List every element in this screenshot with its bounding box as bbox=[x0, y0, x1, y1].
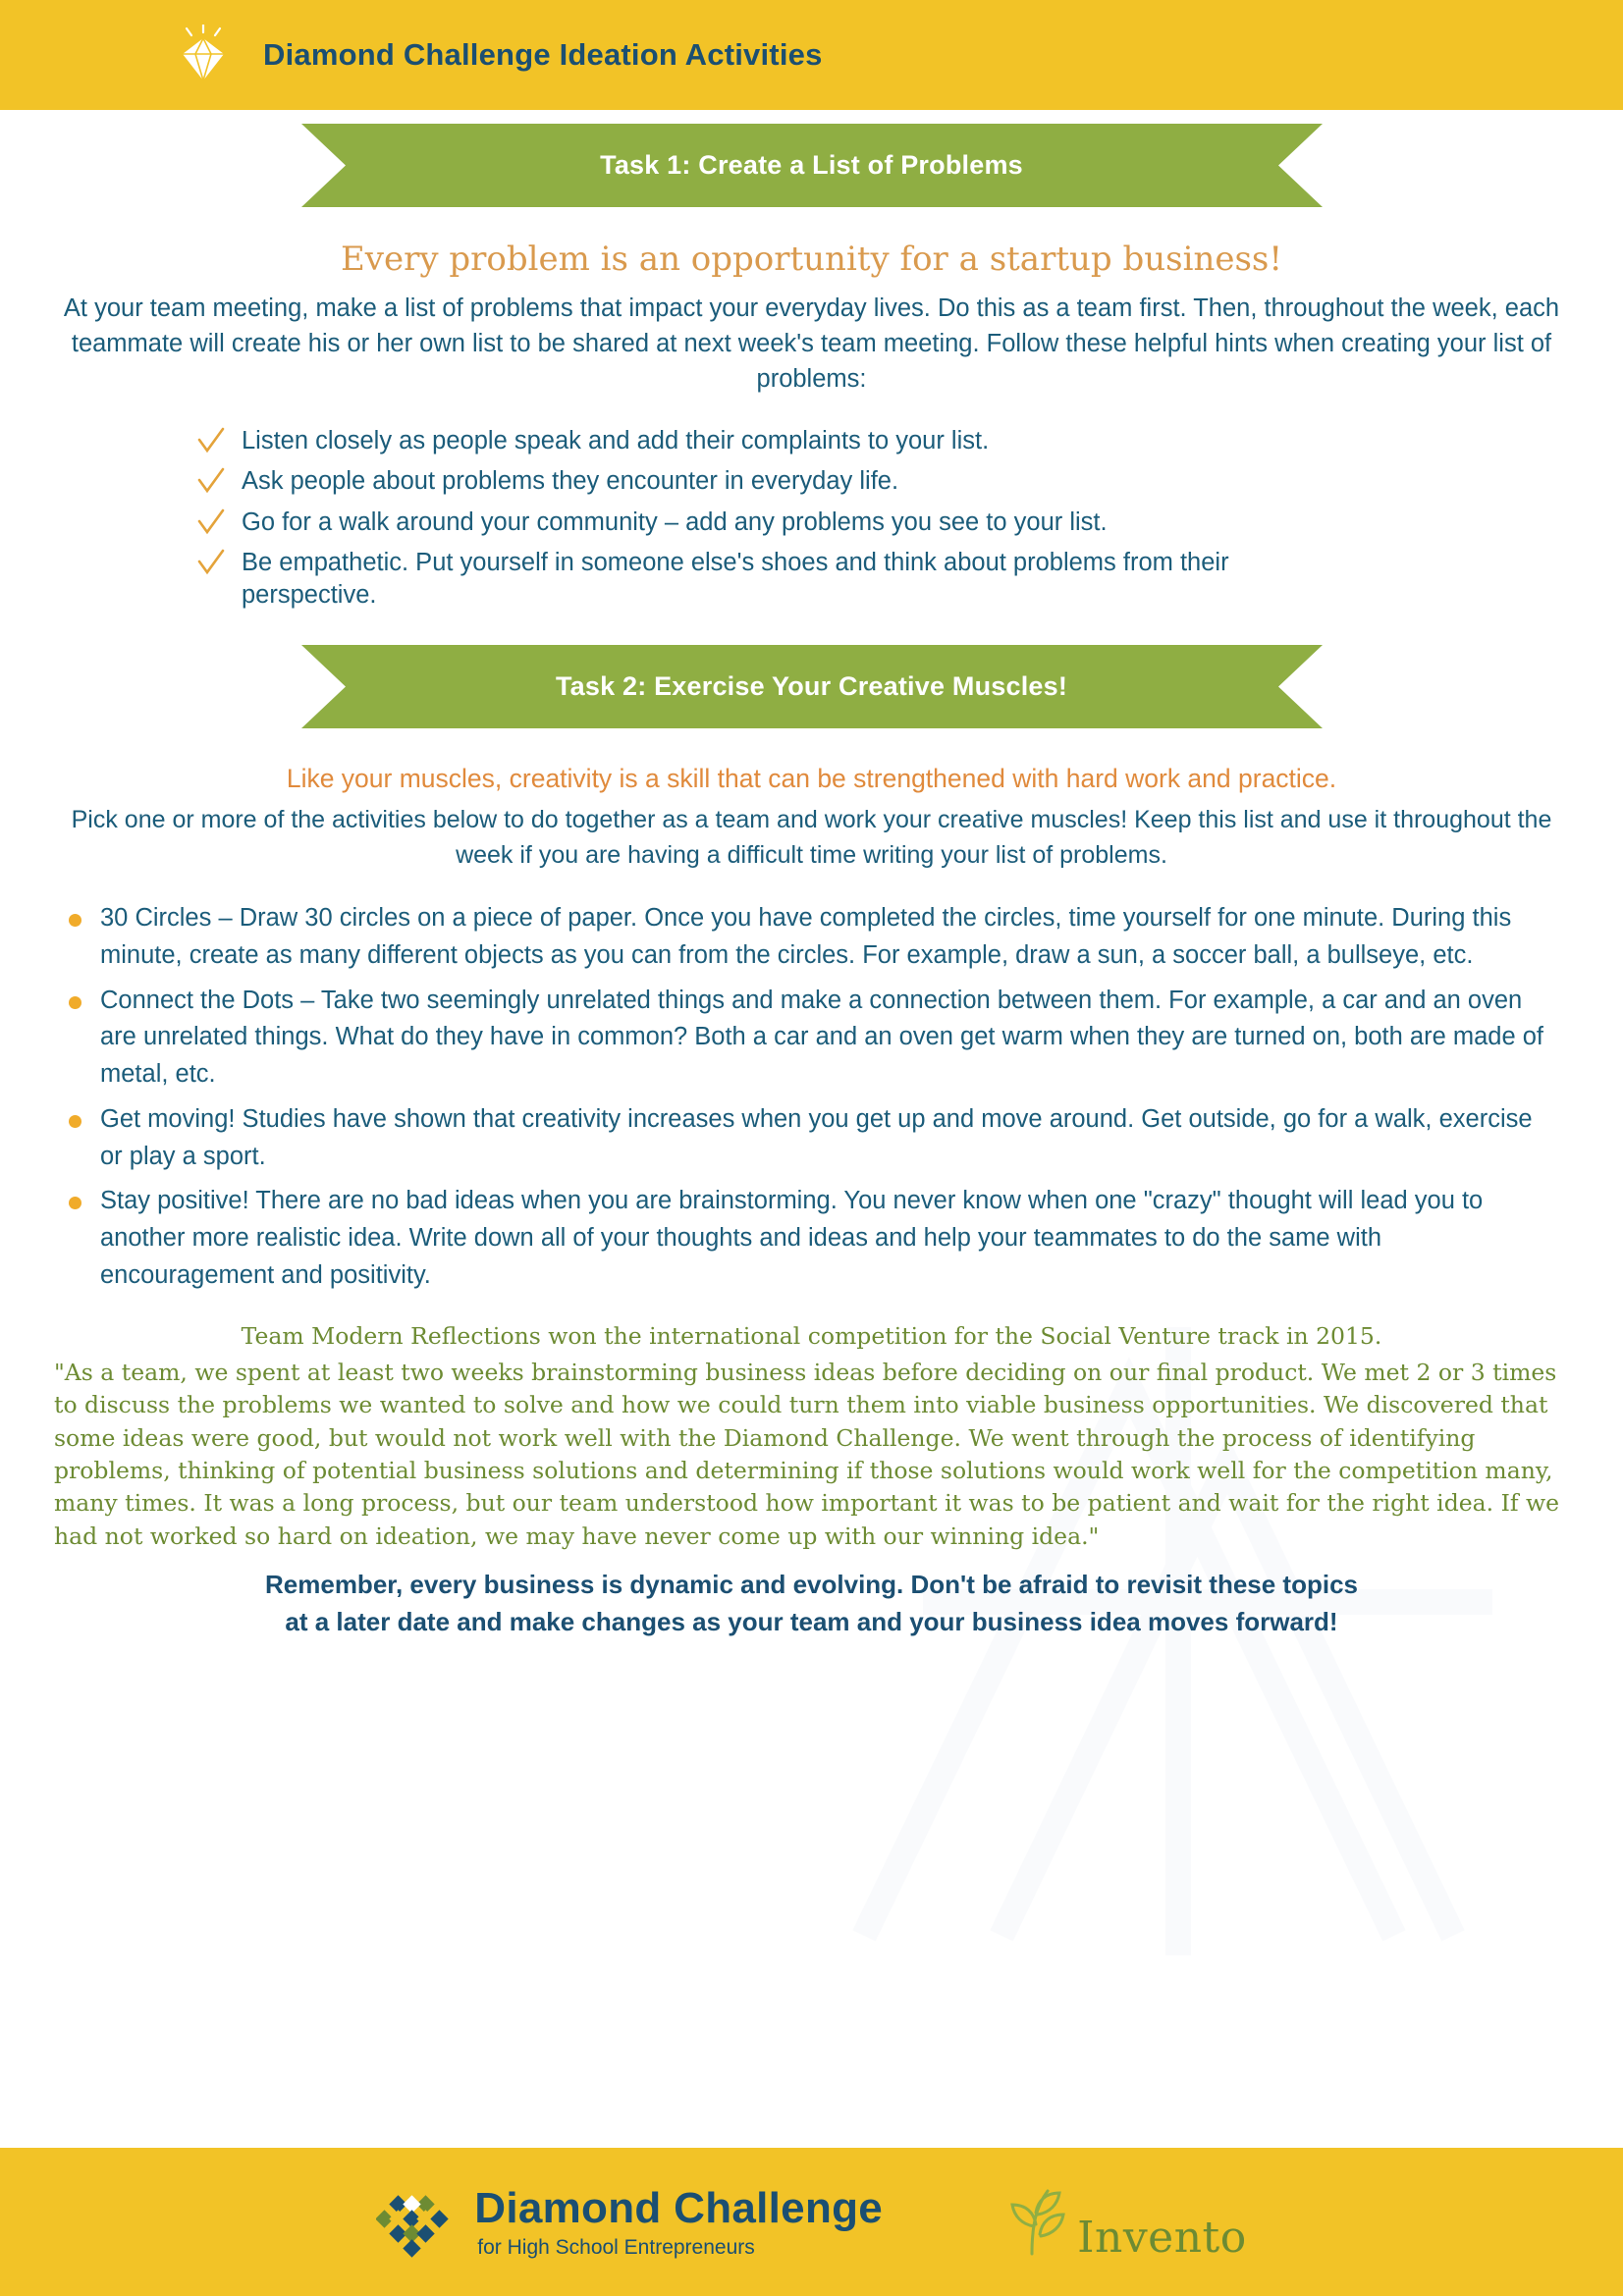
task2-lead: Like your muscles, creativity is a skill that can be strengthened with hard work and practice. bbox=[286, 763, 1337, 793]
bullet-dot-icon bbox=[69, 900, 100, 927]
task1-tagline: Every problem is an opportunity for a startup business! bbox=[340, 240, 1283, 279]
check-item-label: Ask people about problems they encounter in everyday life. bbox=[242, 467, 899, 496]
task1-intro: At your team meeting, make a list of problems that impact your everyday lives. Do this as a team first. Then, throughout the week, each teammate will create his or her own list to be shared at next week's team meeting. Follow these helpful hints when creating your list of problems: bbox=[63, 294, 1560, 394]
check-item-label: Be empathetic. Put yourself in someone else's shoes and think about problems from their perspective. bbox=[242, 549, 1229, 610]
activity-label: Stay positive! There are no bad ideas when you are brainstorming. You never know when one "crazy" thought will lead you to another more realistic idea. Write down all of your thoughts and ideas and help your teammates to do the same with encouragement and positivity. bbox=[100, 1187, 1484, 1289]
task2-sub: Pick one or more of the activities below to do together as a team and work your creative muscles! Keep this list and use it throughout the week if you are having a difficult time writing your list of problems. bbox=[71, 805, 1552, 869]
footer-brand bbox=[474, 2183, 884, 2259]
list-item bbox=[69, 1101, 1564, 1175]
page-footer bbox=[0, 2148, 1623, 2296]
check-item-label: Go for a walk around your community – add any problems you see to your list. bbox=[242, 507, 1108, 536]
partner-name: Invento bbox=[1077, 2213, 1247, 2263]
check-item-label: Listen closely as people speak and add their complaints to your list. bbox=[242, 426, 990, 454]
check-icon bbox=[196, 465, 242, 497]
document-content bbox=[0, 124, 1623, 1640]
partner-logo bbox=[987, 2181, 1247, 2263]
closing-line-1: Remember, every business is dynamic and evolving. Don't be afraid to revisit these topics bbox=[265, 1570, 1358, 1600]
leaf-icon bbox=[987, 2181, 1077, 2263]
footer-brand-name: Diamond Challenge bbox=[474, 2183, 884, 2232]
closing-message bbox=[59, 1567, 1564, 1640]
task1-check-list bbox=[196, 425, 1473, 612]
testimonial-body: "As a team, we spent at least two weeks brainstorming business ideas before deciding on our final product. We met 2 or 3 times to discuss the problems we wanted to solve and how we could turn them into viable business opportunities. We discovered that some ideas were good, but would not work well with the Diamond Challenge. We went through the process of identifying problems, thinking of potential business solutions and determining if those solutions would work well for the competition many, many times. It was a long process, but our team understood how important it was to be patient and wait for the right idea. If we had not worked so hard on ideation, we may have never come up with our winning idea." bbox=[54, 1358, 1560, 1550]
bullet-dot-icon bbox=[69, 1183, 100, 1209]
page-title: Diamond Challenge Ideation Activities bbox=[263, 37, 823, 72]
diamond-mosaic-logo-icon bbox=[376, 2181, 449, 2264]
list-item bbox=[196, 507, 1473, 539]
activity-label: 30 Circles – Draw 30 circles on a piece of paper. Once you have completed the circles, time yourself for one minute. During this minute, create as many different objects as you can from the circles. For example, draw a sun, a soccer ball, a bullseye, etc. bbox=[100, 904, 1512, 969]
diamond-icon bbox=[177, 26, 230, 84]
list-item bbox=[196, 425, 1473, 457]
list-item bbox=[69, 900, 1564, 974]
task2-banner-label: Task 2: Exercise Your Creative Muscles! bbox=[555, 670, 1068, 701]
list-item bbox=[69, 983, 1564, 1094]
bullet-dot-icon bbox=[69, 1101, 100, 1128]
task1-banner-label: Task 1: Create a List of Problems bbox=[600, 150, 1023, 180]
footer-brand-tagline: for High School Entrepreneurs bbox=[477, 2235, 755, 2259]
task2-banner bbox=[301, 645, 1323, 728]
check-icon bbox=[196, 547, 242, 578]
list-item bbox=[196, 547, 1473, 611]
closing-line-2: at a later date and make changes as your team and your business idea moves forward! bbox=[285, 1606, 1338, 1636]
activity-label: Connect the Dots – Take two seemingly unrelated things and make a connection between them. For example, a car and an oven are unrelated things. What do they have in common? Both a car and an oven get warm when they are turned on, both are made of metal, etc. bbox=[100, 986, 1543, 1089]
page-body bbox=[0, 110, 1623, 2148]
list-item bbox=[69, 1183, 1564, 1294]
testimonial-block bbox=[54, 1320, 1569, 1554]
list-item bbox=[196, 465, 1473, 498]
footer-logos bbox=[376, 2181, 1246, 2264]
task2-activity-list bbox=[69, 900, 1564, 1294]
task1-banner bbox=[301, 124, 1323, 207]
check-icon bbox=[196, 425, 242, 456]
bullet-dot-icon bbox=[69, 983, 100, 1009]
check-icon bbox=[196, 507, 242, 538]
testimonial-heading: Team Modern Reflections won the international competition for the Social Venture track in 2015. bbox=[241, 1321, 1382, 1350]
page-header bbox=[0, 0, 1623, 110]
activity-label: Get moving! Studies have shown that creativity increases when you get up and move around. Get outside, go for a walk, exercise or play a sport. bbox=[100, 1104, 1533, 1170]
